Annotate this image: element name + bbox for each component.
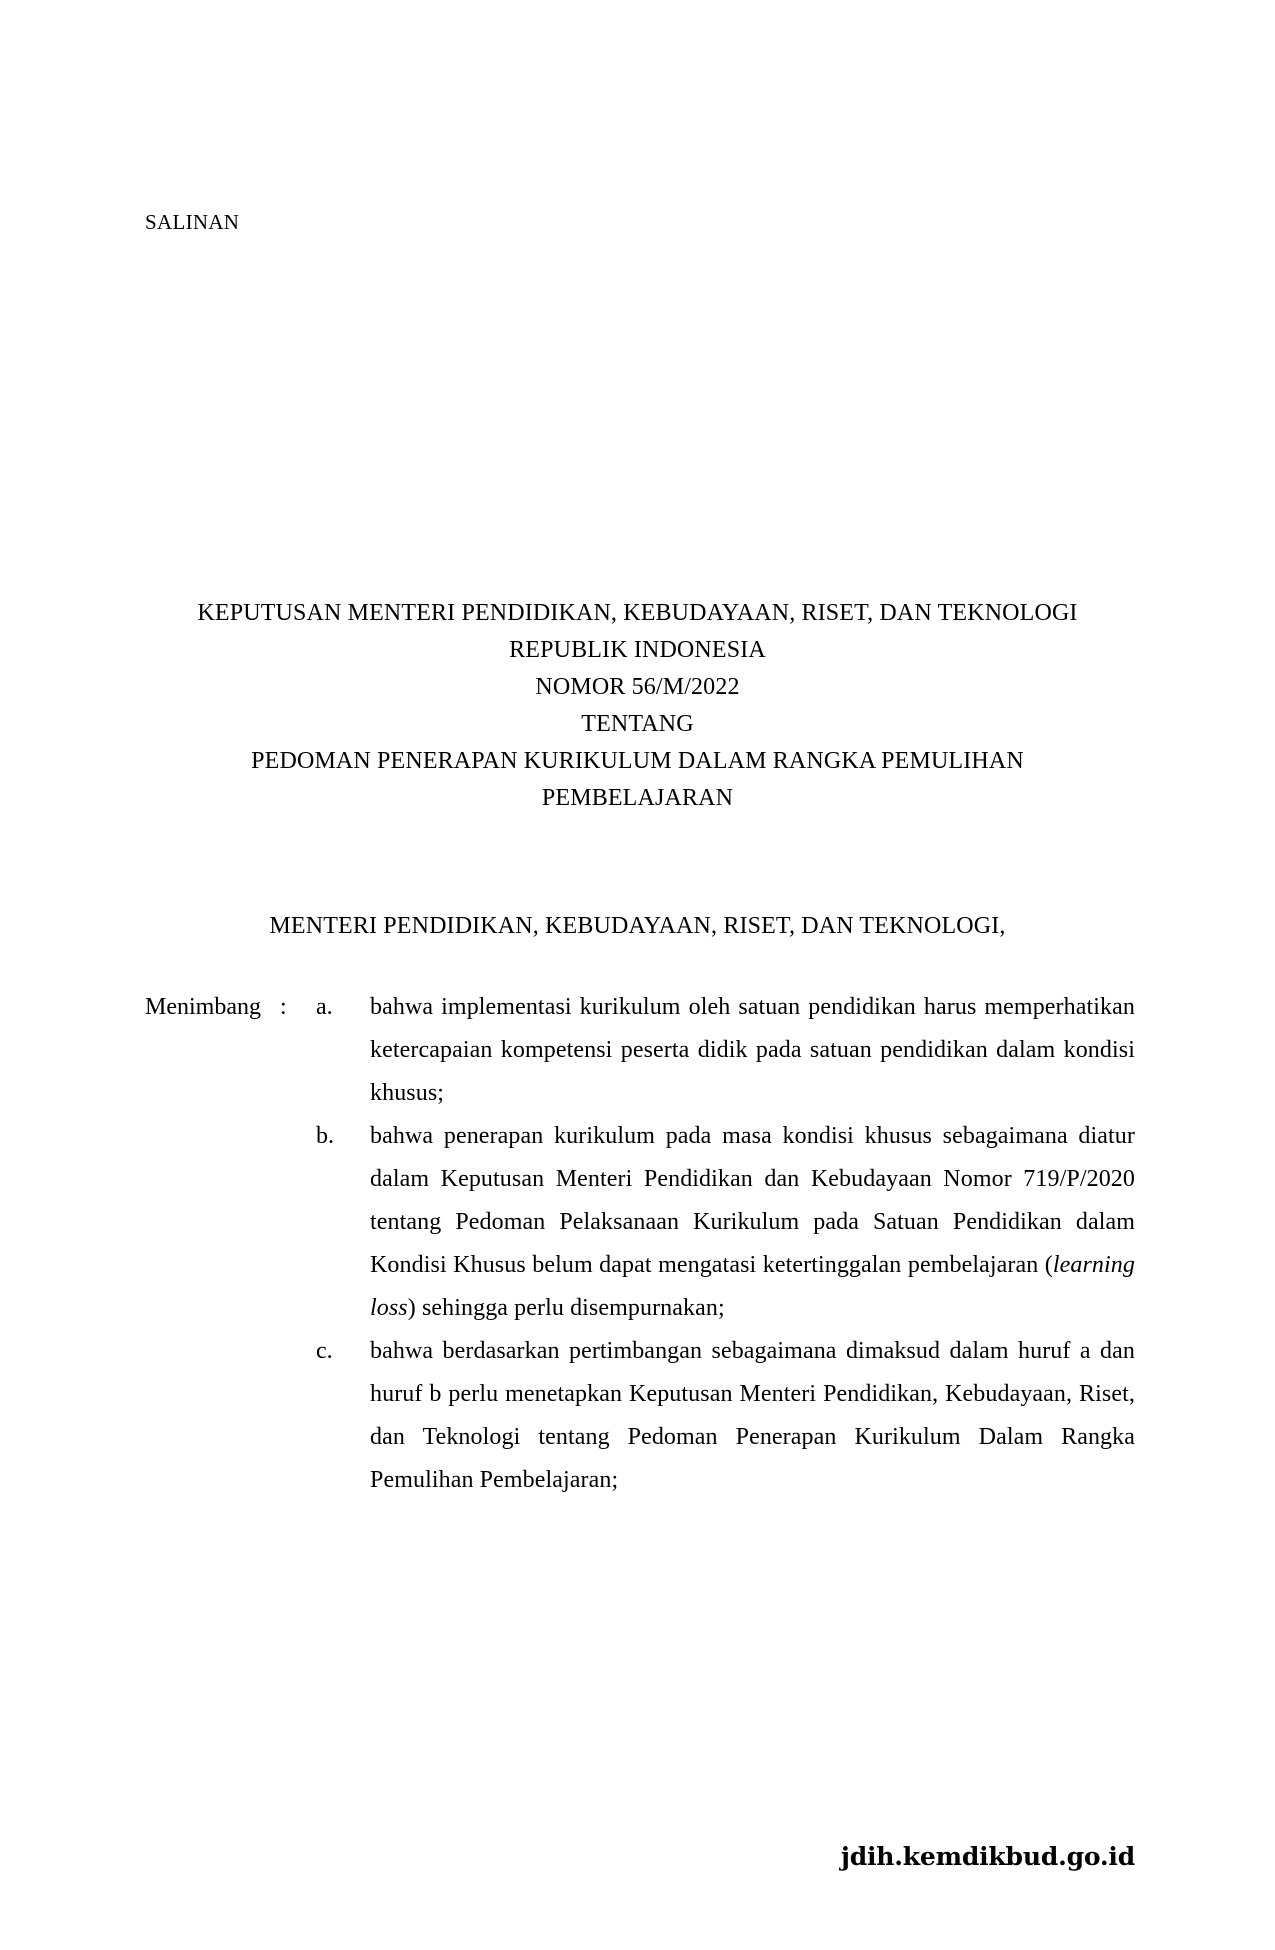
- considering-section: [145, 986, 1135, 1502]
- title-line-1: KEPUTUSAN MENTERI PENDIDIKAN, KEBUDAYAAN, RISET, DAN TEKNOLOGI: [197, 600, 1078, 626]
- item-b-text-after-italic: ) sehingga perlu disempurnakan;: [407, 1295, 725, 1321]
- item-text-c: bahwa berdasarkan pertimbangan sebagaimana dimaksud dalam huruf a dan huruf b perlu menetapkan Keputusan Menteri Pendidikan, Kebudayaan, Riset, dan Teknologi tentang Pedoman Penerapan Kurikulum Dalam Rangka Pemulihan Pembelajaran;: [370, 1338, 1135, 1493]
- title-subject-line-1: PEDOMAN PENERAPAN KURIKULUM DALAM RANGKA PEMULIHAN: [251, 748, 1024, 774]
- considering-item-b: [145, 1115, 1135, 1330]
- item-marker-a: a.: [316, 994, 333, 1020]
- item-text-a: bahwa implementasi kurikulum oleh satuan pendidikan harus memperhatikan ketercapaian kompetensi peserta didik pada satuan pendidikan dalam kondisi khusus;: [370, 994, 1135, 1106]
- footer-watermark: jdih.kemdikbud.go.id: [840, 1842, 1135, 1871]
- item-b-text-before-italic: bahwa penerapan kurikulum pada masa kondisi khusus sebagaimana diatur dalam Keputusan Menteri Pendidikan dan Kebudayaan Nomor 719/P/2020 tentang Pedoman Pelaksanaan Kurikulum pada Satuan Pendidikan dalam Kondisi Khusus belum dapat mengatasi ketertinggalan pembelajaran (: [370, 1123, 1135, 1278]
- title-line-2: REPUBLIK INDONESIA: [509, 637, 766, 663]
- title-about-label: TENTANG: [581, 711, 694, 737]
- issuing-authority: MENTERI PENDIDIKAN, KEBUDAYAAN, RISET, DAN TEKNOLOGI,: [269, 913, 1006, 939]
- document-title-block: [145, 595, 1130, 817]
- item-marker-c: c.: [316, 1338, 333, 1364]
- title-subject-line-2: PEMBELAJARAN: [541, 785, 734, 811]
- item-b-italic-term: learning loss: [370, 1252, 1135, 1321]
- item-marker-b: b.: [316, 1123, 334, 1149]
- considering-colon: :: [280, 994, 287, 1020]
- copy-marker: SALINAN: [145, 210, 240, 234]
- considering-item-c: [145, 1330, 1135, 1502]
- decree-number: NOMOR 56/M/2022: [535, 674, 740, 700]
- item-text-b: [370, 1115, 1135, 1330]
- considering-label: Menimbang: [145, 994, 261, 1020]
- considering-item-a: [145, 986, 1135, 1115]
